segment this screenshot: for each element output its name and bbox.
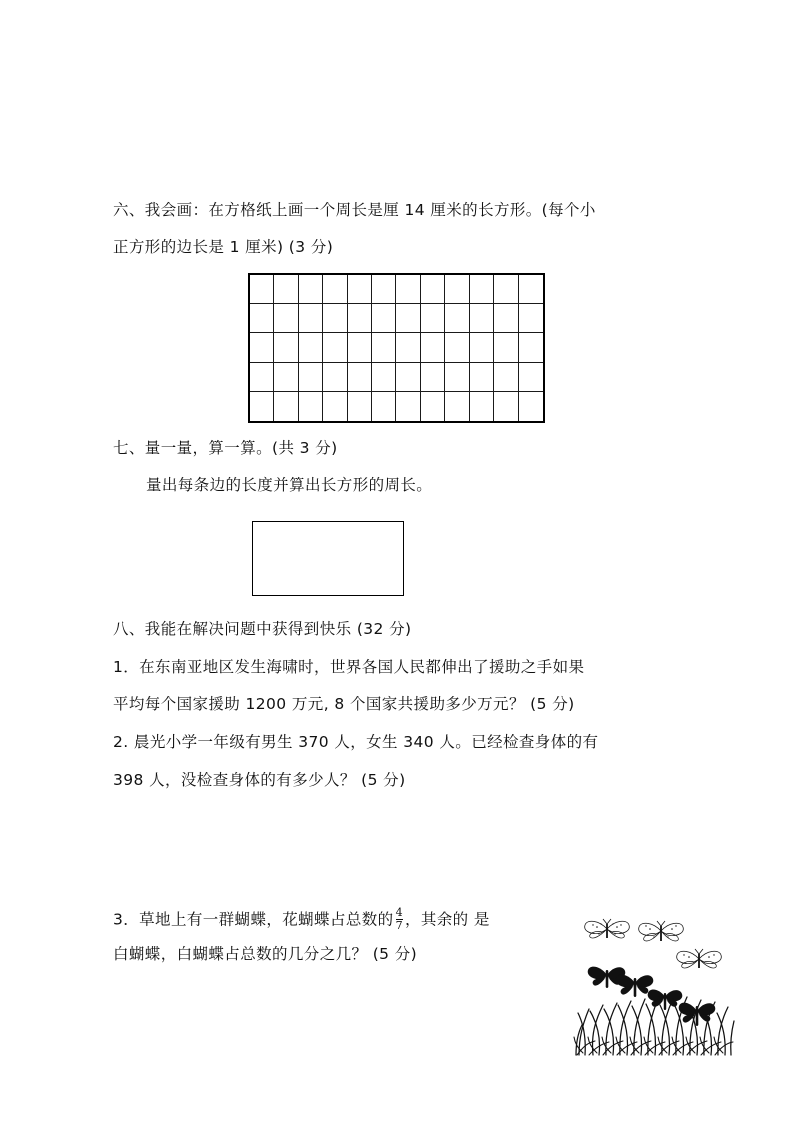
grid-cell	[372, 304, 396, 333]
grid-cell	[274, 333, 298, 362]
grid-cell	[348, 363, 372, 392]
grid-cell	[348, 275, 372, 304]
grid-cell	[299, 333, 323, 362]
grid-cell	[396, 392, 420, 421]
graph-paper-grid[interactable]	[248, 273, 545, 423]
grid-cell	[250, 304, 274, 333]
grid-cell	[372, 363, 396, 392]
grid-cell	[494, 392, 518, 421]
grid-cell	[519, 392, 543, 421]
grid-cell	[348, 333, 372, 362]
question-3-text-before: 3．草地上有一群蝴蝶，花蝴蝶占总数的	[113, 910, 394, 929]
grid-cell	[445, 333, 469, 362]
grid-cell	[470, 363, 494, 392]
grid-cell	[396, 333, 420, 362]
grid-cell	[494, 363, 518, 392]
grid-cell	[494, 304, 518, 333]
grid-cell	[494, 275, 518, 304]
grid-cell	[323, 275, 347, 304]
grid-cell	[421, 392, 445, 421]
grid-cell	[250, 363, 274, 392]
grid-cell	[519, 275, 543, 304]
question-1-line-2: 平均每个国家援助 1200 万元, 8 个国家共援助多少万元？ (5 分)	[113, 695, 575, 713]
grid-cell	[274, 275, 298, 304]
grid-cell	[372, 392, 396, 421]
grid-cell	[250, 333, 274, 362]
grid-cell	[421, 275, 445, 304]
grid-cell	[348, 304, 372, 333]
section-six-line-1: 六、我会画：在方格纸上画一个周长是厘 14 厘米的长方形。(每个小	[113, 201, 596, 219]
grid-cell	[323, 392, 347, 421]
grid-cell	[323, 363, 347, 392]
grid-cell	[274, 363, 298, 392]
grid-cell	[519, 333, 543, 362]
question-3-line-1	[113, 908, 490, 932]
grid-cell	[470, 392, 494, 421]
grid-cell	[372, 333, 396, 362]
section-seven-heading: 七、量一量，算一算。(共 3 分)	[113, 439, 338, 457]
grid-cell	[421, 304, 445, 333]
grid-cell	[323, 304, 347, 333]
grid-cell	[250, 275, 274, 304]
grid-cell	[396, 275, 420, 304]
grid-cell	[519, 304, 543, 333]
grid-cell	[421, 363, 445, 392]
grid-cell	[299, 363, 323, 392]
grid-cell	[299, 304, 323, 333]
question-2-line-2: 398 人，没检查身体的有多少人？ (5 分)	[113, 771, 406, 789]
grid-cell	[250, 392, 274, 421]
fraction-denominator: 7	[395, 918, 403, 932]
section-eight-heading: 八、我能在解决问题中获得到快乐 (32 分)	[113, 620, 412, 638]
question-3-line-2: 白蝴蝶，白蝴蝶占总数的几分之几？ (5 分)	[113, 945, 418, 963]
section-six-line-2: 正方形的边长是 1 厘米) (3 分)	[113, 238, 334, 256]
grid-cell	[274, 304, 298, 333]
question-2-line-1: 2. 晨光小学一年级有男生 370 人，女生 340 人。已经检查身体的有	[113, 733, 599, 751]
question-3-text-after: ，其余的 是	[404, 910, 490, 929]
grid-cell	[396, 304, 420, 333]
grass-blades	[574, 1037, 733, 1055]
grid-cell	[348, 392, 372, 421]
grid-cell	[519, 363, 543, 392]
grid-cell	[421, 333, 445, 362]
fraction-four-sevenths	[396, 907, 403, 931]
grid-cell	[396, 363, 420, 392]
fraction-numerator: 4	[395, 906, 403, 919]
grid-cell	[323, 333, 347, 362]
grid-cell	[445, 363, 469, 392]
grid-cell	[299, 392, 323, 421]
grid-cell	[299, 275, 323, 304]
graph-paper-cells	[250, 275, 543, 421]
butterflies-over-grass-illustration	[573, 905, 735, 1057]
butterfly-icon	[585, 919, 722, 968]
grid-cell	[470, 275, 494, 304]
grid-cell	[445, 275, 469, 304]
grid-cell	[494, 333, 518, 362]
grid-cell	[470, 304, 494, 333]
section-seven-instruction: 量出每条边的长度并算出长方形的周长。	[146, 476, 433, 494]
question-1-line-1: 1．在东南亚地区发生海啸时，世界各国人民都伸出了援助之手如果	[113, 658, 585, 676]
grid-cell	[445, 304, 469, 333]
measure-rectangle[interactable]	[252, 521, 404, 596]
grid-cell	[470, 333, 494, 362]
grid-cell	[274, 392, 298, 421]
grid-cell	[372, 275, 396, 304]
grid-cell	[445, 392, 469, 421]
